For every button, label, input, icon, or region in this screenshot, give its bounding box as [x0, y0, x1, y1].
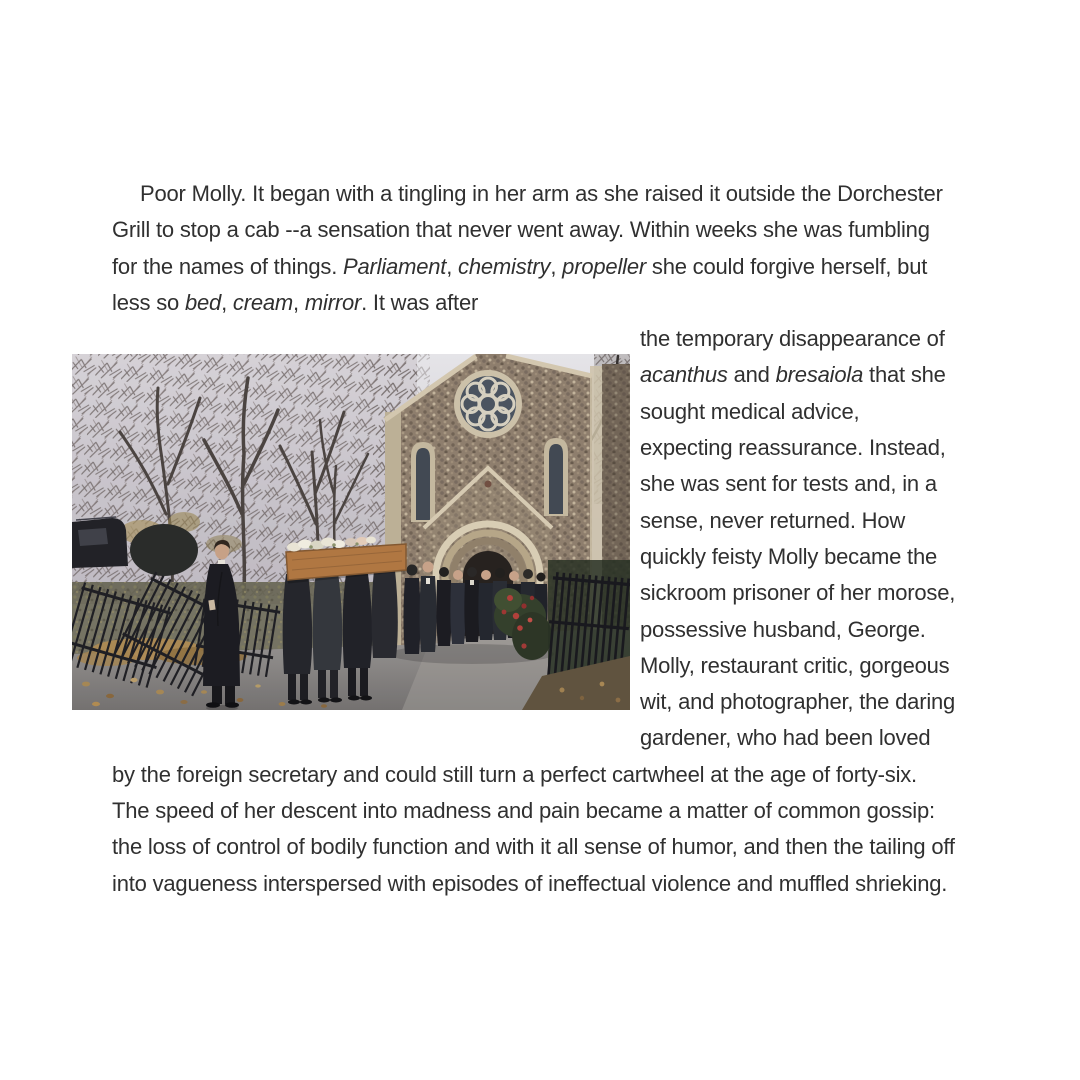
funeral-photograph — [72, 354, 630, 710]
paragraph-opening — [112, 176, 957, 321]
italic-text-run: bresaiola — [775, 362, 864, 388]
photo-tint-overlay — [72, 354, 630, 710]
text-run: , — [550, 253, 563, 279]
italic-text-run: cream — [232, 289, 294, 315]
italic-text-run: Parliament — [343, 253, 447, 279]
text-run: . It was after — [361, 289, 479, 315]
text-run: , — [446, 253, 459, 279]
text-run: she could forgive herself, but less so — [112, 253, 928, 315]
italic-text-run: acanthus — [640, 362, 728, 388]
text-run: Poor Molly. It began with a tingling in her arm as she raised it outside the Dorchester Grill to stop a cab --a sensation that never went away. Within weeks she was fumbling for the names of things. — [112, 181, 943, 279]
italic-text-run: chemistry — [458, 253, 551, 279]
italic-text-run: bed — [184, 289, 222, 315]
text-run: , — [293, 289, 305, 315]
text-run: that she sought medical advice, expecting reassurance. Instead, she was sent for tests and, in a sense, never returned. How quickly feisty Molly became the sickroom prisoner of her morose, possessive husband, George. Molly, restaurant critic, gorgeous wit, and photographer, the daring gardener, who had been loved by the foreign secretary and could still turn a perfect cartwheel at the age of forty-six. The speed of her descent into madness and pain became a matter of common gossip: the loss of control of bodily function and with it all sense of humor, and then the tailing off into vagueness interspersed with episodes of ineffectual violence and muffled shrieking. — [112, 362, 956, 896]
text-run: and — [727, 362, 776, 388]
text-run: , — [221, 289, 233, 315]
text-block — [112, 0, 957, 902]
italic-text-run: propeller — [562, 253, 646, 279]
italic-text-run: mirror — [304, 289, 362, 315]
text-run: the temporary disappearance of — [640, 326, 945, 352]
funeral-photo-illustration — [72, 354, 630, 710]
paragraph-continuation-block — [112, 321, 957, 902]
